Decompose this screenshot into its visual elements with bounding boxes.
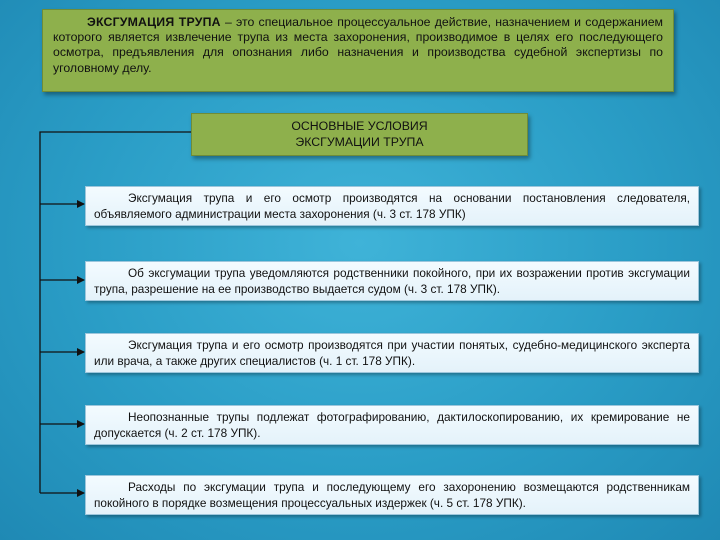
condition-box-2: Об эксгумации трупа уведомляются родственники покойного, при их возражении против эксгумации трупа, разрешение на ее производство выдается судом (ч. 3 ст. 178 УПК).	[85, 261, 699, 301]
conditions-header	[191, 113, 528, 156]
conditions-header-line1: ОСНОВНЫЕ УСЛОВИЯ	[291, 119, 428, 133]
condition-box-1: Эксгумация трупа и его осмотр производятся на основании постановления следователя, объявляемого администрации места захоронения (ч. 3 ст. 178 УПК)	[85, 186, 699, 226]
condition-box-4: Неопознанные трупы подлежат фотографированию, дактилоскопированию, их кремирование не допускается (ч. 2 ст. 178 УПК).	[85, 405, 699, 445]
condition-box-3: Эксгумация трупа и его осмотр производятся при участии понятых, судебно-медицинского эксперта или врача, а также других специалистов (ч. 1 ст. 178 УПК).	[85, 333, 699, 373]
conditions-header-line2: ЭКСГУМАЦИИ ТРУПА	[295, 134, 424, 149]
condition-box-5: Расходы по эксгумации трупа и последующему его захоронению возмещаются родственникам покойного в порядке возмещения процессуальных издержек (ч. 5 ст. 178 УПК).	[85, 475, 699, 515]
definition-text: – это специальное процессуальное действие, назначением и содержанием которого является извлечение трупа из места захоронения, производимое в целях его последующего осмотра, предъявления для опознания либо назначения и производства судебной экспертизы по уголовному делу.	[53, 15, 663, 75]
definition-term: ЭКСГУМАЦИЯ ТРУПА	[87, 15, 221, 29]
